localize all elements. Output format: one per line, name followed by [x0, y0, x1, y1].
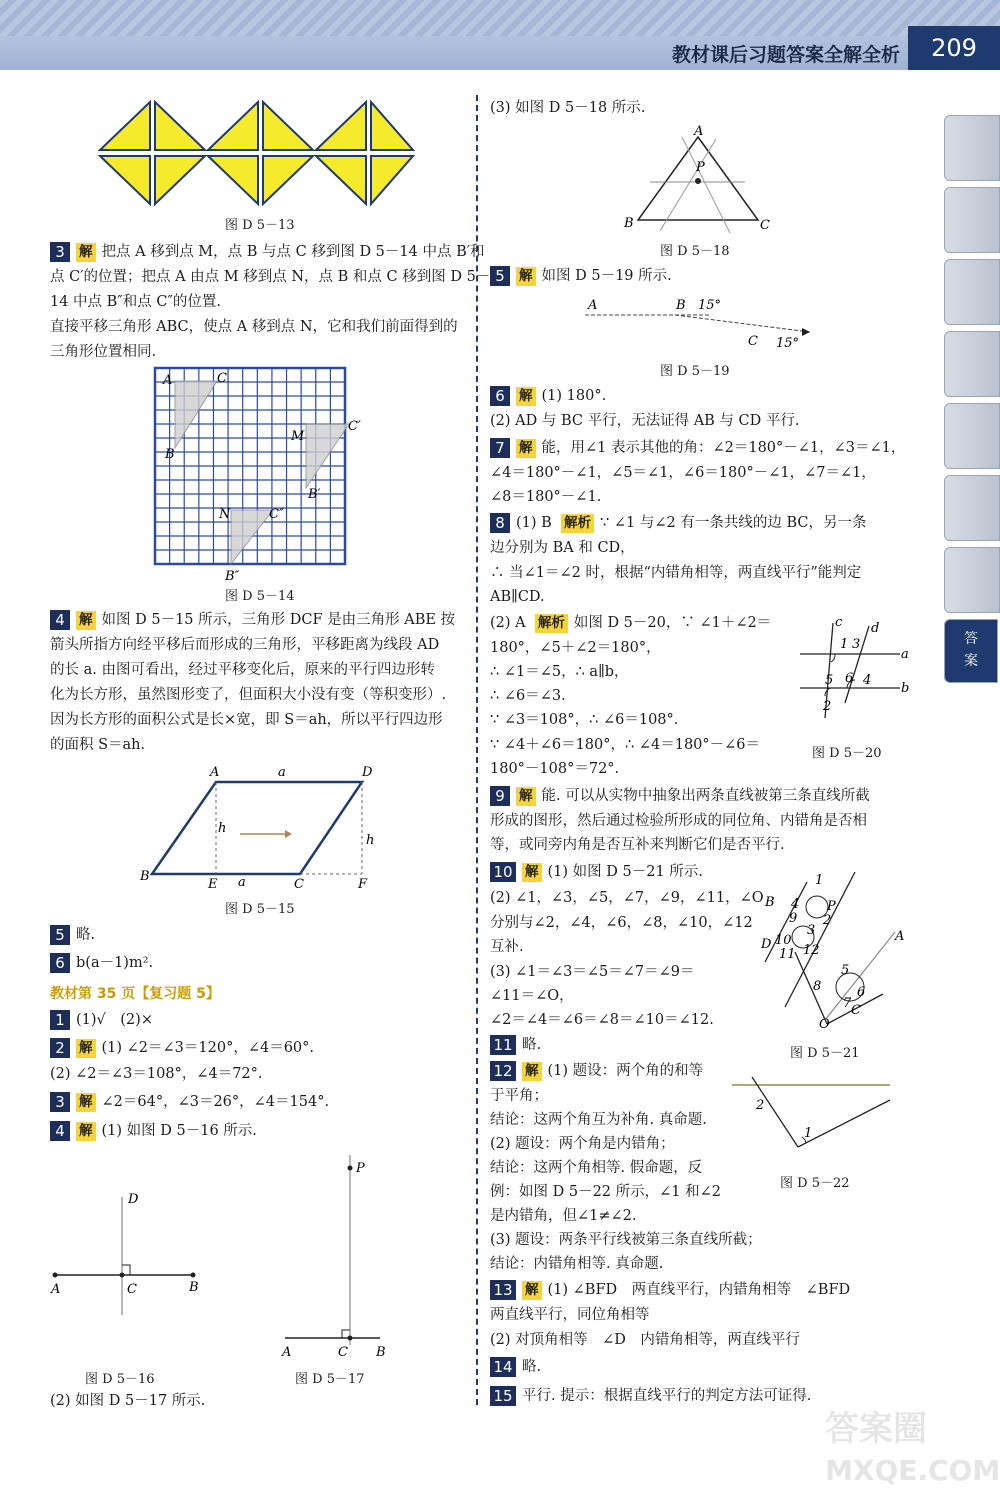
answer-3: 3 解 把点 A 移到点 M，点 B 与点 C 移到图 D 5－14 中点 B′和 — [50, 242, 485, 262]
text-line: ∠2＝∠4＝∠6＝∠8＝∠10＝∠12. — [490, 1012, 714, 1028]
label-b: B — [165, 447, 175, 462]
answer-5-right: 5 解 如图 D 5－19 所示. — [490, 266, 672, 286]
angle-label: 4 — [791, 897, 800, 912]
label-c: C — [851, 1003, 861, 1018]
label-b: B — [624, 216, 634, 231]
angle-label: 15° — [776, 336, 800, 351]
label-d: D — [128, 1192, 139, 1207]
label-d: D — [761, 937, 772, 952]
label-b: B — [140, 869, 150, 884]
figure-d5-13 — [95, 100, 415, 210]
text-line: (3) ∠1＝∠3＝∠5＝∠7＝∠9＝ — [490, 964, 695, 980]
text-line: 的面积 S＝ah. — [50, 737, 146, 753]
angle-label: 1 — [804, 1126, 813, 1141]
label-a: A — [163, 373, 173, 388]
label-a: A — [51, 1282, 61, 1297]
side-tab[interactable] — [944, 475, 1000, 541]
text-line: 两直线平行，同位角相等 — [490, 1307, 650, 1323]
answer-9: 9 解 能. 可以从实物中抽象出两条直线被第三条直线所截 — [490, 786, 870, 806]
figure-caption: 图 D 5－15 — [225, 902, 295, 917]
svg-text:MXQE.COM: MXQE.COM — [825, 1454, 1000, 1487]
angle-label: 5 — [841, 963, 850, 978]
answer-5: 5 略. — [50, 925, 95, 945]
angle-label: 7 — [843, 996, 852, 1011]
answer-15: 15 平行. 提示：根据直线平行的判定方法可证得. — [490, 1386, 811, 1406]
text-line: ∵ ∠4＋∠6＝180°，∴ ∠4＝180°－∠6＝ — [490, 737, 761, 753]
text-line: ∵ ∠3＝108°，∴ ∠6＝108°. — [490, 712, 679, 728]
figure-d5-17 — [280, 1150, 400, 1360]
side-tab[interactable] — [944, 259, 1000, 325]
text-line: 边分别为 BA 和 CD， — [490, 540, 635, 556]
figure-d5-19 — [580, 295, 820, 355]
answer-12: 12 解 (1) 题设：两个角的和等 — [490, 1061, 703, 1081]
text-line: (2) 对顶角相等 ∠D 内错角相等，两直线平行 — [490, 1332, 800, 1348]
text-line: 结论：这两个角相等. 假命题，反 — [490, 1160, 703, 1176]
review-4: 4 解 (1) 如图 D 5－16 所示. — [50, 1121, 257, 1141]
text-line: ∠8＝180°－∠1. — [490, 489, 602, 505]
label-a: A — [588, 298, 598, 313]
angle-label: 11 — [779, 947, 796, 962]
angle-label: 10 — [775, 933, 792, 948]
label-a: A — [210, 765, 220, 780]
angle-label: 12 — [803, 943, 820, 958]
page-number: 209 — [908, 26, 1000, 70]
watermark-logo — [820, 1400, 1000, 1490]
label-b-double-prime: B″ — [225, 569, 240, 584]
text-line: (2) ∠1，∠3，∠5，∠7，∠9，∠11，∠O — [490, 890, 764, 906]
side-tab[interactable] — [944, 331, 1000, 397]
label-m: M — [291, 429, 305, 444]
label-n: N — [219, 507, 231, 522]
label-c: C — [338, 1345, 348, 1360]
side-tab[interactable] — [944, 547, 1000, 613]
side-tab[interactable] — [944, 403, 1000, 469]
angle-label: 5 — [825, 673, 834, 688]
label-b: B — [765, 895, 775, 910]
label-o: O — [819, 1017, 830, 1032]
side-tab[interactable] — [944, 187, 1000, 253]
side-tab[interactable] — [944, 115, 1000, 181]
label-b: b — [901, 681, 910, 696]
text-line: ∠4＝180°－∠1，∠5＝∠1，∠6＝180°－∠1，∠7＝∠1， — [490, 465, 876, 481]
text-line: (2) 如图 D 5－17 所示. — [50, 1393, 206, 1409]
label-c-double-prime: C″ — [269, 507, 284, 522]
angle-label: 2 — [823, 913, 832, 928]
review-2: 2 解 (1) ∠2＝∠3＝120°，∠4＝60°. — [50, 1038, 314, 1058]
label-p: P — [356, 1161, 365, 1176]
label-d: d — [871, 621, 880, 636]
label-a: A — [895, 929, 905, 944]
angle-label: 15° — [698, 298, 722, 313]
answer-6-right: 6 解 (1) 180°. — [490, 386, 606, 406]
text-line: AB∥CD. — [490, 589, 545, 605]
text-line: 14 中点 B″和点 C″的位置. — [50, 294, 221, 310]
figure-d5-15 — [140, 762, 390, 892]
label-a-length-top: a — [278, 765, 286, 780]
figure-caption: 图 D 5－22 — [780, 1176, 850, 1191]
text-line: 分别与∠2，∠4，∠6，∠8，∠10，∠12 — [490, 915, 753, 931]
text-line: 180°－108°＝72°. — [490, 761, 620, 777]
column-divider — [476, 95, 478, 1405]
label-b-prime: B′ — [308, 487, 321, 502]
answer-7: 7 解 能，用∠1 表示其他的角：∠2＝180°－∠1，∠3＝∠1， — [490, 438, 905, 458]
text-line: 180°，∠5＋∠2＝180°， — [490, 640, 661, 656]
figure-d5-20 — [795, 615, 910, 728]
label-c: c — [835, 615, 843, 630]
figure-caption: 图 D 5－21 — [790, 1046, 860, 1061]
text-line: 互补. — [490, 939, 524, 955]
angle-label: 2 — [756, 1098, 765, 1113]
label-c-prime: C′ — [348, 419, 361, 434]
text-line: 等，或同旁内角是否互补来判断它们是否平行. — [490, 837, 785, 853]
answer-11: 11 略. — [490, 1035, 541, 1055]
svg-text:答案圈: 答案圈 — [825, 1409, 927, 1449]
figure-caption: 图 D 5－19 — [660, 364, 730, 379]
text-line: 形成的图形，然后通过检验所形成的同位角、内错角是否相 — [490, 813, 867, 829]
figure-caption: 图 D 5－13 — [225, 218, 295, 233]
text-line: ∴ ∠1＝∠5，∴ a∥b， — [490, 664, 629, 680]
answer-10: 10 解 (1) 如图 D 5－21 所示. — [490, 862, 703, 882]
text-line: 三角形位置相同. — [50, 344, 157, 360]
angle-label: 6 — [845, 671, 854, 686]
angle-label: 9 — [789, 911, 798, 926]
review-3: 3 解 ∠2＝64°，∠3＝26°，∠4＝154°. — [50, 1092, 329, 1112]
figure-d5-16 — [45, 1185, 215, 1325]
side-tabs — [944, 115, 1000, 689]
figure-caption: 图 D 5－16 — [85, 1372, 155, 1387]
label-a: A — [694, 124, 704, 139]
angle-label: 2 — [823, 699, 832, 714]
text-line: 于平角； — [490, 1088, 548, 1104]
answer-14: 14 略. — [490, 1357, 541, 1377]
label-p: P — [696, 160, 705, 175]
figure-caption: 图 D 5－17 — [295, 1372, 365, 1387]
label-h-left: h — [218, 821, 227, 836]
text-line: 是内错角，但∠1≠∠2. — [490, 1208, 637, 1224]
text-line: 直接平移三角形 ABC，使点 A 移到点 N，它和我们前面得到的 — [50, 319, 458, 335]
answer-13: 13 解 (1) ∠BFD 两直线平行，内错角相等 ∠BFD — [490, 1280, 850, 1300]
angle-label: 8 — [813, 979, 822, 994]
label-d: D — [362, 765, 373, 780]
answer-4: 4 解 如图 D 5－15 所示，三角形 DCF 是由三角形 ABE 按 — [50, 610, 455, 630]
label-e: E — [208, 877, 218, 892]
text-line: ∠11＝∠O， — [490, 988, 574, 1004]
label-a: A — [282, 1345, 292, 1360]
label-c: C — [748, 334, 758, 349]
text-line: 因为长方形的面积公式是长×宽，即 S＝ah，所以平行四边形 — [50, 712, 443, 728]
angle-label: 6 — [857, 985, 866, 1000]
figure-d5-21 — [755, 862, 915, 1037]
text-line: 例：如图 D 5－22 所示，∠1 和∠2 — [490, 1184, 721, 1200]
angle-label: 1 — [840, 637, 849, 652]
figure-d5-22 — [730, 1075, 900, 1155]
label-c: C — [294, 877, 304, 892]
answer-6: 6 b(a－1)m². — [50, 953, 153, 973]
label-b: B — [376, 1345, 386, 1360]
text-line: (2) 题设：两个角是内错角； — [490, 1136, 675, 1152]
text-line: (2) A 解析 如图 D 5－20，∵ ∠1＋∠2＝ — [490, 615, 772, 631]
text-line: 结论：内错角相等. 真命题. — [490, 1256, 664, 1272]
angle-label: 4 — [863, 673, 872, 688]
answer-8: 8 (1) B 解析 ∵ ∠1 与∠2 有一条共线的边 BC，另一条 — [490, 513, 866, 533]
text-line: 化为长方形，虽然图形变了，但面积大小没有变（等积变形）. — [50, 687, 447, 703]
figure-caption: 图 D 5－18 — [660, 244, 730, 259]
figure-caption: 图 D 5－14 — [225, 589, 295, 604]
label-b: B — [676, 298, 686, 313]
text-line: (3) 题设：两条平行线被第三条直线所截； — [490, 1232, 762, 1248]
figure-d5-14 — [155, 368, 361, 584]
text-line: ∴ ∠6＝∠3. — [490, 688, 566, 704]
review-1: 1 (1)√ (2)× — [50, 1010, 153, 1030]
text-line: (2) AD 与 BC 平行，无法证得 AB 与 CD 平行. — [490, 413, 800, 429]
label-f: F — [358, 877, 368, 892]
label-c: C — [217, 371, 227, 386]
angle-label: 1 — [815, 873, 824, 888]
text-line: 的长 a. 由图可看出，经过平移变化后，原来的平行四边形转 — [50, 662, 435, 678]
label-h-right: h — [366, 833, 375, 848]
label-c: C — [127, 1282, 137, 1297]
label-p: P — [827, 899, 836, 914]
text-line: 结论：这两个角互为补角. 真命题. — [490, 1112, 707, 1128]
angle-label: 3 — [852, 637, 861, 652]
text-line: 点 C′的位置；把点 A 由点 M 移到点 N，点 B 和点 C 移到图 D 5－ — [50, 269, 491, 285]
label-a-length-bottom: a — [238, 875, 246, 890]
section-title: 教材第 35 页【复习题 5】 — [50, 986, 220, 1002]
figure-caption: 图 D 5－20 — [812, 746, 882, 761]
label-c: C — [760, 218, 770, 233]
side-tab-answers[interactable]: 答 案 — [944, 619, 998, 683]
label-b: B — [189, 1280, 199, 1295]
angle-label: 3 — [807, 923, 816, 938]
label-a: a — [901, 647, 909, 662]
text-line: (3) 如图 D 5－18 所示. — [490, 100, 646, 116]
figure-d5-18 — [620, 125, 780, 235]
header-pattern — [0, 0, 1000, 36]
page-header-title: 教材课后习题答案全解全析 — [671, 44, 900, 66]
text-line: ∴ 当∠1＝∠2 时，根据“内错角相等，两直线平行”能判定 — [490, 565, 862, 581]
text-line: (2) ∠2＝∠3＝108°，∠4＝72°. — [50, 1066, 263, 1082]
text-line: 箭头所指方向经平移后而形成的三角形，平移距离为线段 AD — [50, 637, 440, 653]
